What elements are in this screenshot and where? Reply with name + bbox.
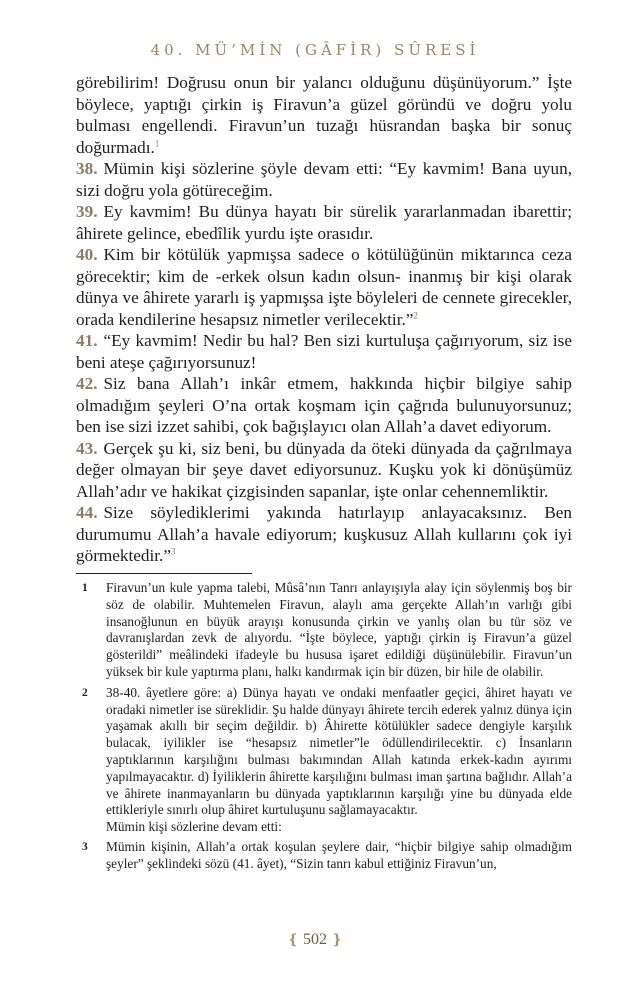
verse-number: 43. (76, 438, 98, 458)
footnote-text: Firavun’un kule yapma talebi, Mûsâ’nın Tanrı anlayışıyla alay için söylenmiş boş bir söz de olabilir. Muhtemelen Firavun, alaylı ama gerçekte Allah’ın varlığı gibi insanoğlunun en büyük arayışı konusunda çirkin ve yanlış olan bu tür söz ve davranışlardan zevk de alıyordu. “İşte böylece, yaptığı çirkin iş Firavun’a güzel gösterildi” meâlindeki ifadeyle bu hususa işaret edildiği düşünülebilir. Firavun’un yüksek bir kule yaptırma planı, halkı kandırmak için bir düzen, bir hile de olabilir. (106, 580, 572, 679)
page-number: 502 (303, 931, 327, 948)
verse (76, 244, 572, 330)
footnote-ref[interactable]: 1 (154, 137, 160, 148)
footnotes (82, 580, 572, 877)
verse-list (76, 158, 572, 567)
footnote-separator (76, 573, 252, 574)
verse (76, 502, 572, 567)
verse (76, 330, 572, 373)
verse-text: Mümin kişi sözlerine şöyle devam etti: “Ey kavmim! Bana uyun, sizi doğru yola götüreceğim. (76, 159, 572, 200)
verse-number: 38. (76, 159, 98, 178)
footnote-number: 1 (82, 582, 88, 594)
verse (76, 438, 572, 503)
verse-text: Gerçek şu ki, siz beni, bu dünyada da öteki dünyada da çağrılmaya değer olmayan bir şeye davet ediyorsunuz. Kuşku yok ki dönüşümüz Allah’adır ve hakikat çizgisinden sapanlar, işte onlar cehennemliktir. (76, 438, 572, 501)
footnote-ref[interactable]: 3 (170, 546, 176, 557)
verse-number: 42. (76, 374, 98, 393)
verse-number: 39. (76, 202, 98, 221)
verse (76, 201, 572, 244)
verse-text: “Ey kavmim! Nedir bu hal? Ben sizi kurtuluşa çağırıyorum, siz ise beni ateşe çağırıyorsunuz! (76, 331, 572, 372)
footnote (82, 839, 572, 873)
footnote-number: 3 (82, 840, 88, 853)
footnote-text: Mümin kişinin, Allah’a ortak koşulan şeylere dair, “hiçbir bilgiye sahip olmadığım şeyler” şeklindeki sözü (41. âyet), “Sizin tanrı kabul ettiğiniz Firavun’un, (106, 838, 572, 871)
intro-text: görebilirim! Doğrusu onun bir yalancı olduğunu düşünüyorum.” İşte böylece, yaptığı çirkin iş Firavun’a güzel göründü ve doğru yolu bulması engellendi. Firavun’un tuzağı hüsrandan başka bir sonuç doğurmadı. (76, 73, 572, 157)
page-number-block (0, 931, 630, 949)
verse-text: Ey kavmim! Bu dünya hayatı bir sürelik yararlanmadan ibarettir; âhirete gelince, ebedîlik yurdu işte orasıdır. (76, 202, 572, 243)
verse-text: Siz bana Allah’ı inkâr etmem, hakkında hiçbir bilgiye sahip olmadığım şeyleri O’na ortak koşmam için çağrıda bulunuyorsunuz; ben ise sizi izzet sahibi, çok bağışlayıcı olan Allah’a davet ediyorum. (76, 374, 572, 436)
verse-text: Kim bir kötülük yapmışsa sadece o kötülüğünün miktarınca ceza görecektir; kim de -erkek olsun kadın olsun- inanmış bir kişi olarak dünya ve âhirete yararlı iş yapmışsa işte böyleleri de cennete girecekler, orada kendilerine hesapsız nimetler verilecektir.” (76, 245, 572, 329)
footnote-text: 38-40. âyetlere göre: a) Dünya hayatı ve ondaki menfaatler geçici, âhiret hayatı ve oradaki nimetler ise süreklidir. Şu halde dünyayı âhirete tercih ederek yalnız dünya için yaşamak akıllı bir seçim değildir. b) Âhirette kötülükler sadece dengiyle karşılık bulacak, iyilikler ise “hesapsız nimetler”le ödüllendirilecektir. c) İnsanların yaptıklarının karşılığını bulması bakımından Allah katında erkek-kadın ayırımı yapılmayacaktır. d) İyiliklerin âhirette karşılığını bulması iman şartına bağlıdır. Allah’a ve âhirete inanmayanların bu dünyada yaptıklarının karşılığı yine bu dünyada elde ettikleriyle sınırlı olup âhiret kurtuluşunu sağlamayacaktır. (106, 684, 572, 818)
verse (76, 158, 572, 201)
verse-number: 41. (76, 331, 98, 350)
footnote (82, 685, 572, 819)
ornament-right-icon: ❵ (331, 933, 343, 948)
verse-number: 44. (76, 503, 98, 522)
footnote (82, 580, 572, 681)
intro-paragraph (76, 72, 572, 158)
verse-number: 40. (76, 245, 98, 264)
footnote-number: 2 (82, 686, 88, 699)
footnote-ref[interactable]: 2 (413, 309, 418, 320)
verse-text: Size söylediklerimi yakında hatırlayıp anlayacaksınız. Ben durumumu Allah’a havale ediyorum; kuşkusuz Allah kullarını çok iyi görmektedir.” (76, 503, 572, 565)
running-head: 40. MÜ’MİN (GÂFİR) SÛRESİ (150, 41, 480, 59)
ornament-left-icon: ❴ (287, 933, 299, 948)
main-text (76, 72, 572, 567)
verse (76, 373, 572, 438)
footnote-continuation: Mümin kişi sözlerine devam etti: (106, 819, 282, 835)
